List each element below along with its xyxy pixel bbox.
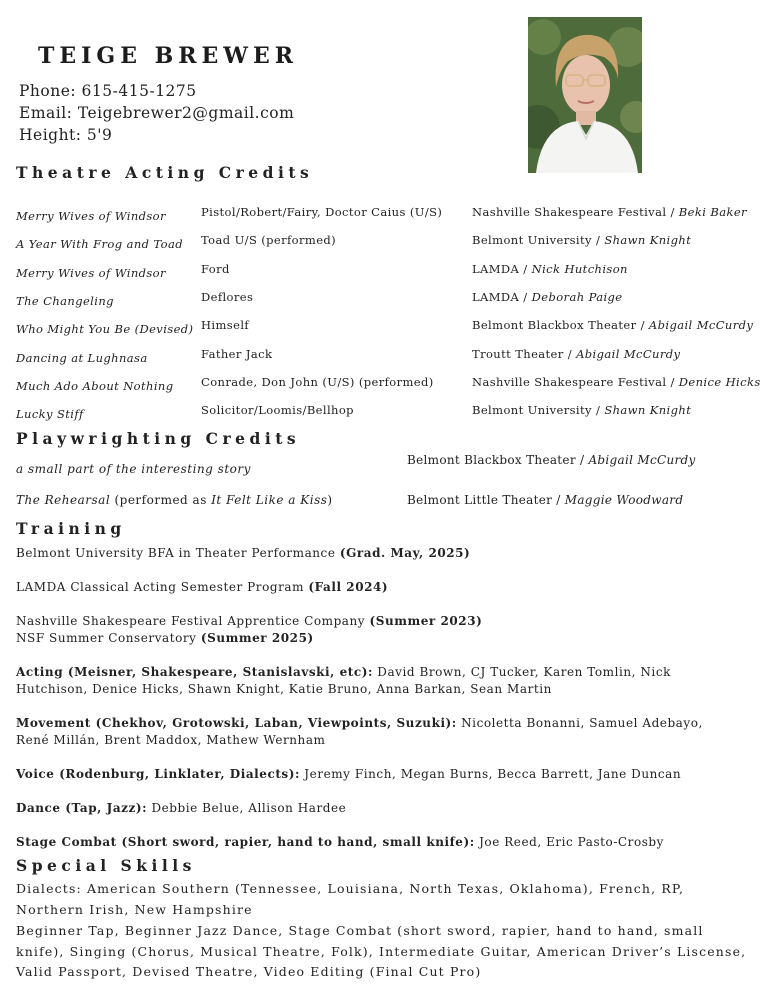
credit-role: Father Jack	[201, 347, 273, 361]
training-item: Belmont University BFA in Theater Performance (Grad. May, 2025)	[16, 546, 471, 560]
special-skills-heading: Special Skills	[16, 856, 196, 875]
credit-venue: Nashville Shakespeare Festival / Denice Hicks	[472, 375, 761, 389]
credit-show-title: A Year With Frog and Toad	[16, 237, 183, 251]
credit-venue: Nashville Shakespeare Festival / Beki Baker	[472, 205, 747, 219]
playwriting-title: The Rehearsal (performed as It Felt Like a Kiss)	[16, 493, 333, 507]
training-item: NSF Summer Conservatory (Summer 2025)	[16, 631, 314, 645]
credit-role: Himself	[201, 318, 250, 332]
training-heading: Training	[16, 519, 126, 538]
playwriting-credits-heading: Playwrighting Credits	[16, 429, 301, 448]
training-dance: Dance (Tap, Jazz): Debbie Belue, Allison Hardee	[16, 801, 347, 815]
credit-show-title: Lucky Stiff	[16, 407, 84, 421]
training-voice: Voice (Rodenburg, Linklater, Dialects): Jeremy Finch, Megan Burns, Becca Barrett, Jane Duncan	[16, 767, 682, 781]
applicant-name: TEIGE BREWER	[38, 43, 299, 69]
email-line: Email: Teigebrewer2@gmail.com	[19, 104, 295, 122]
training-movement: Movement (Chekhov, Grotowski, Laban, Viewpoints, Suzuki): Nicoletta Bonanni, Samuel Adebayo, René Millán, Brent Maddox, Mathew Wernham	[16, 716, 703, 747]
credit-role: Ford	[201, 262, 230, 276]
credit-show-title: Dancing at Lughnasa	[16, 351, 148, 365]
credit-show-title: Much Ado About Nothing	[16, 379, 174, 393]
credit-venue: LAMDA / Deborah Paige	[472, 290, 623, 304]
skills-other: Beginner Tap, Beginner Jazz Dance, Stage Combat (short sword, rapier, hand to hand, small knife), Singing (Chorus, Musical Theatre, Folk), Intermediate Guitar, American Driver’s Liscense, Valid Passport, Devised Theatre, Video Editing (Final Cut Pro)	[16, 923, 747, 979]
playwriting-venue: Belmont Blackbox Theater / Abigail McCurdy	[407, 453, 696, 467]
credit-role: Toad U/S (performed)	[201, 233, 337, 247]
credit-show-title: Merry Wives of Windsor	[16, 266, 166, 280]
theatre-credits-heading: Theatre Acting Credits	[16, 163, 314, 182]
playwriting-title: a small part of the interesting story	[16, 462, 251, 476]
credit-show-title: Merry Wives of Windsor	[16, 209, 166, 223]
credit-venue: LAMDA / Nick Hutchison	[472, 262, 628, 276]
training-acting: Acting (Meisner, Shakespeare, Stanislavski, etc): David Brown, CJ Tucker, Karen Tomlin, Nick Hutchison, Denice Hicks, Shawn Knight, Katie Bruno, Anna Barkan, Sean Martin	[16, 665, 671, 696]
training-item: Nashville Shakespeare Festival Apprentice Company (Summer 2023)	[16, 614, 483, 628]
training-item: LAMDA Classical Acting Semester Program (Fall 2024)	[16, 580, 389, 594]
credit-role: Solicitor/Loomis/Bellhop	[201, 403, 354, 417]
credit-venue: Belmont University / Shawn Knight	[472, 233, 692, 247]
phone-line: Phone: 615-415-1275	[19, 82, 197, 100]
training-combat: Stage Combat (Short sword, rapier, hand to hand, small knife): Joe Reed, Eric Pasto-Crosby	[16, 835, 664, 849]
credit-role: Conrade, Don John (U/S) (performed)	[201, 375, 434, 389]
playwriting-venue: Belmont Little Theater / Maggie Woodward	[407, 493, 684, 507]
height-line: Height: 5'9	[19, 126, 113, 144]
skills-dialects: Dialects: American Southern (Tennessee, Louisiana, North Texas, Oklahoma), French, RP, Northern Irish, New Hampshire	[16, 881, 685, 917]
credit-venue: Belmont University / Shawn Knight	[472, 403, 692, 417]
headshot-photo	[528, 17, 642, 173]
credit-venue: Troutt Theater / Abigail McCurdy	[472, 347, 681, 361]
credit-venue: Belmont Blackbox Theater / Abigail McCurdy	[472, 318, 754, 332]
credit-role: Deflores	[201, 290, 254, 304]
credit-role: Pistol/Robert/Fairy, Doctor Caius (U/S)	[201, 205, 443, 219]
credit-show-title: The Changeling	[16, 294, 114, 308]
credit-show-title: Who Might You Be (Devised)	[16, 322, 194, 336]
